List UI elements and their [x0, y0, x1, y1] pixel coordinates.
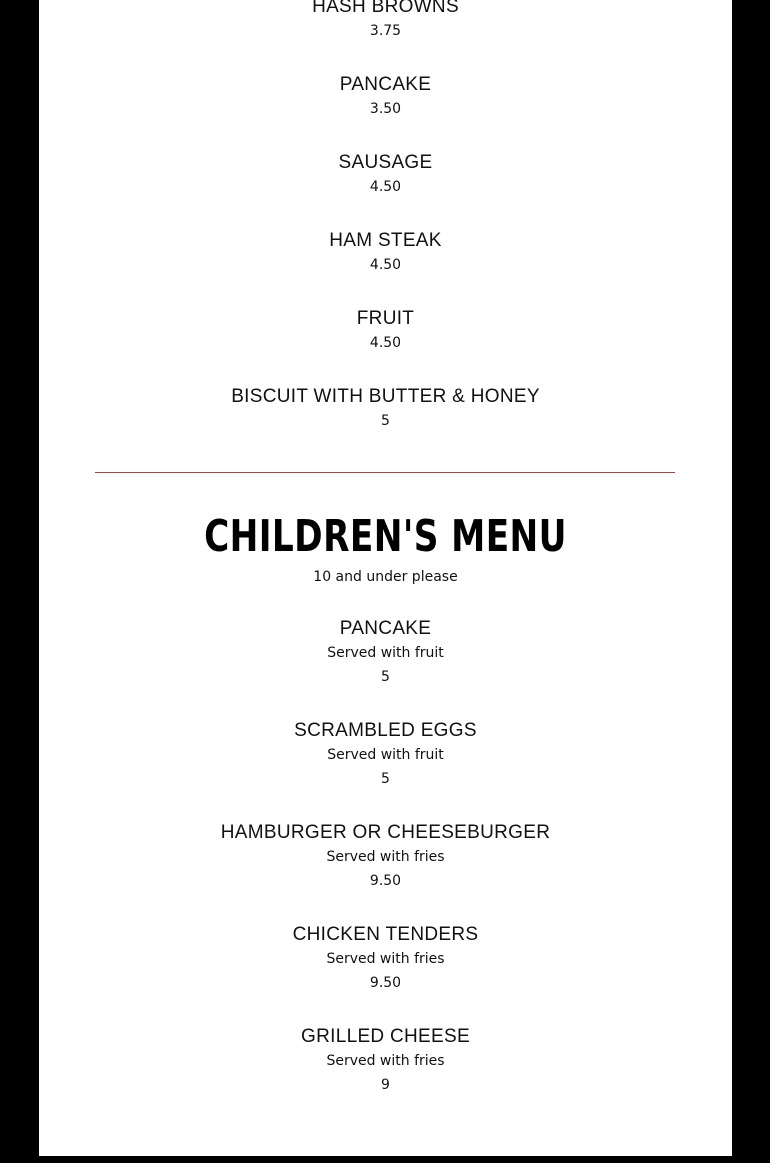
item-price: 9	[381, 1077, 390, 1093]
item-price: 9.50	[369, 873, 402, 889]
menu-item	[39, 924, 732, 992]
item-name: FRUIT	[356, 308, 415, 329]
item-price: 3.50	[369, 101, 402, 117]
item-name: GRILLED CHEESE	[301, 1026, 470, 1047]
item-description: Served with fruit	[327, 645, 444, 661]
item-price: 4.50	[369, 335, 402, 351]
menu-item	[39, 0, 732, 40]
item-description: Served with fries	[326, 849, 445, 865]
item-name: CHICKEN TENDERS	[292, 924, 479, 945]
item-price: 5	[381, 771, 390, 787]
item-name: SAUSAGE	[338, 152, 433, 173]
item-description: Served with fries	[326, 951, 445, 967]
item-name: PANCAKE	[339, 618, 432, 639]
menu-item	[39, 230, 732, 274]
item-price: 4.50	[369, 257, 402, 273]
menu-item	[39, 152, 732, 196]
menu-item	[39, 822, 732, 890]
section-subtitle: 10 and under please	[313, 569, 458, 585]
menu-item	[39, 308, 732, 352]
item-price: 4.50	[369, 179, 402, 195]
menu-page	[39, 0, 732, 1156]
item-price: 3.75	[369, 23, 402, 39]
section-divider	[95, 472, 675, 473]
menu-item	[39, 618, 732, 686]
item-name: HAM STEAK	[329, 230, 442, 251]
menu-item	[39, 386, 732, 430]
item-name: HAMBURGER OR CHEESEBURGER	[220, 822, 551, 843]
item-name: HASH BROWNS	[312, 0, 459, 17]
item-name: BISCUIT WITH BUTTER & HONEY	[231, 386, 540, 407]
item-price: 5	[381, 413, 390, 429]
item-description: Served with fries	[326, 1053, 445, 1069]
menu-item	[39, 1026, 732, 1094]
item-name: SCRAMBLED EGGS	[294, 720, 477, 741]
menu-item	[39, 720, 732, 788]
item-name: PANCAKE	[339, 74, 432, 95]
item-price: 9.50	[369, 975, 402, 991]
item-description: Served with fruit	[327, 747, 444, 763]
item-price: 5	[381, 669, 390, 685]
section-title: CHILDREN'S MENU	[204, 511, 567, 562]
menu-item	[39, 74, 732, 118]
